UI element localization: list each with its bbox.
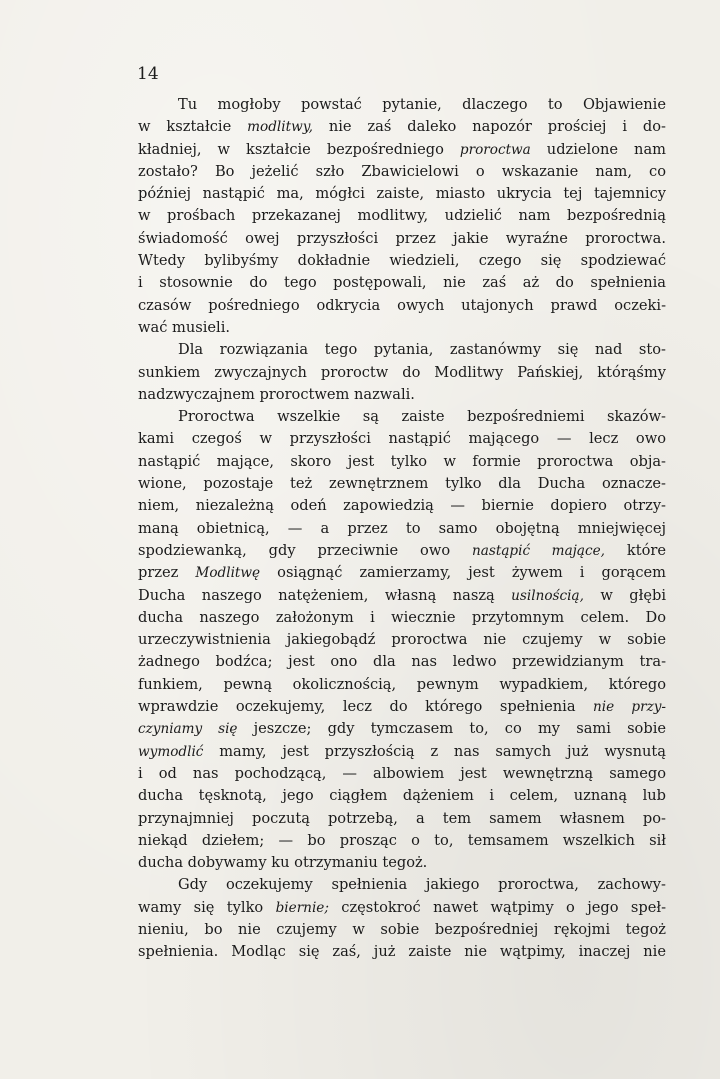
paragraph <box>138 339 666 406</box>
text-line: Dla rozwiązania tego pytania, zastanówmy się nad sto- <box>178 341 666 359</box>
text-line: ducha naszego założonym i wiecznie przytomnym celem. Do <box>138 608 666 626</box>
emphasis-text: wymodlić <box>138 743 204 760</box>
text-line: i stosownie do tego postępowali, nie zaś aż do spełnienia <box>138 274 666 292</box>
text-line: Wtedy bylibyśmy dokładnie wiedzieli, czego się spodziewać <box>138 252 666 270</box>
text-line: Gdy oczekujemy spełnienia jakiego proroctwa, zachowy- <box>178 876 666 894</box>
emphasis-text: nastąpić mające, <box>472 542 605 559</box>
text-line: i od nas pochodzącą, — albowiem jest wewnętrzną samego <box>138 764 666 782</box>
text-line: przynajmniej poczutą potrzebą, a tem samem własnem po- <box>138 809 666 827</box>
text-line: żadnego bodźca; jest ono dla nas ledwo przewidzianym tra- <box>138 653 666 671</box>
emphasis-text: Modlitwę <box>195 565 261 582</box>
emphasis-text: proroctwa <box>459 141 531 158</box>
emphasis-text: czyniamy się <box>138 721 238 738</box>
text-line: niekąd dziełem; — bo prosząc o to, temsamem wszelkich sił <box>138 831 666 849</box>
text-line: Proroctwa wszelkie są zaiste bezpośredniemi skazów- <box>178 408 666 426</box>
text-line: Tu mogłoby powstać pytanie, dlaczego to Objawienie <box>178 96 666 113</box>
page-number: 14 <box>137 64 159 84</box>
text-line: Ducha naszego natężeniem, własną naszą usilnością, w głębi <box>138 586 666 604</box>
paragraph <box>138 406 666 874</box>
text-line: nastąpić mające, skoro jest tylko w formie proroctwa obja- <box>138 452 666 470</box>
text-line: ducha tęsknotą, jego ciągłem dążeniem i celem, uznaną lub <box>138 787 666 805</box>
text-line: nadzwyczajnem proroctwem nazwali. <box>138 385 415 403</box>
text-line: wać musieli. <box>138 318 231 336</box>
paragraph <box>138 94 666 339</box>
text-line: zostało? Bo jeżelić szło Zbawicielowi o wskazanie nam, co <box>138 162 666 180</box>
emphasis-text: nie przy- <box>593 699 666 716</box>
text-line: przez Modlitwę osiągnąć zamierzamy, jest żywem i gorącem <box>138 564 666 582</box>
text-line: wamy się tylko biernie; częstokroć nawet wątpimy o jego speł- <box>138 898 666 916</box>
text-line: wymodlić mamy, jest przyszłością z nas samych już wysnutą <box>138 742 666 760</box>
text-line: spodziewanką, gdy przeciwnie owo nastąpić mające, które <box>138 541 666 559</box>
text-line: później nastąpić ma, mógłci zaiste, miasto ukrycia tej tajemnicy <box>138 185 666 203</box>
emphasis-text: biernie; <box>275 899 329 916</box>
text-line: wione, pozostaje też zewnętrznem tylko dla Ducha oznacze- <box>138 475 666 493</box>
body-text <box>138 94 666 964</box>
text-line: niem, niezależną odeń zapowiedzią — biernie dopiero otrzy- <box>138 497 666 515</box>
text-line: maną obietnicą, — a przez to samo obojętną mniejwięcej <box>138 519 666 537</box>
text-line: czasów pośredniego odkrycia owych utajonych prawd oczeki- <box>138 296 666 314</box>
paragraph <box>138 874 666 963</box>
text-line: urzeczywistnienia jakiegobądź proroctwa nie czujemy w sobie <box>138 631 666 649</box>
text-line: nieniu, bo nie czujemy w sobie bezpośredniej rękojmi tegoż <box>138 920 666 938</box>
text-line: spełnienia. Modląc się zaś, już zaiste nie wątpimy, inaczej nie <box>138 943 666 961</box>
text-line: w kształcie modlitwy, nie zaś daleko napozór prościej i do- <box>138 118 666 136</box>
text-line: czyniamy się jeszcze; gdy tymczasem to, co my sami sobie <box>138 720 666 738</box>
emphasis-text: modlitwy, <box>247 119 313 136</box>
text-line: wprawdzie oczekujemy, lecz do którego spełnienia nie przy- <box>138 698 666 716</box>
text-line: kami czegoś w przyszłości nastąpić mającego — lecz owo <box>138 430 666 448</box>
text-line: funkiem, pewną okolicznością, pewnym wypadkiem, którego <box>138 675 666 693</box>
text-line: świadomość owej przyszłości przez jakie wyraźne proroctwa. <box>138 229 666 247</box>
text-line: ducha dobywamy ku otrzymaniu tegoż. <box>138 854 428 872</box>
text-line: kładniej, w kształcie bezpośredniego proroctwa udzielone nam <box>138 140 666 158</box>
text-line: w prośbach przekazanej modlitwy, udzielić nam bezpośrednią <box>138 207 666 225</box>
text-line: sunkiem zwyczajnych proroctw do Modlitwy Pańskiej, którąśmy <box>138 363 666 381</box>
emphasis-text: usilnością, <box>511 587 584 604</box>
